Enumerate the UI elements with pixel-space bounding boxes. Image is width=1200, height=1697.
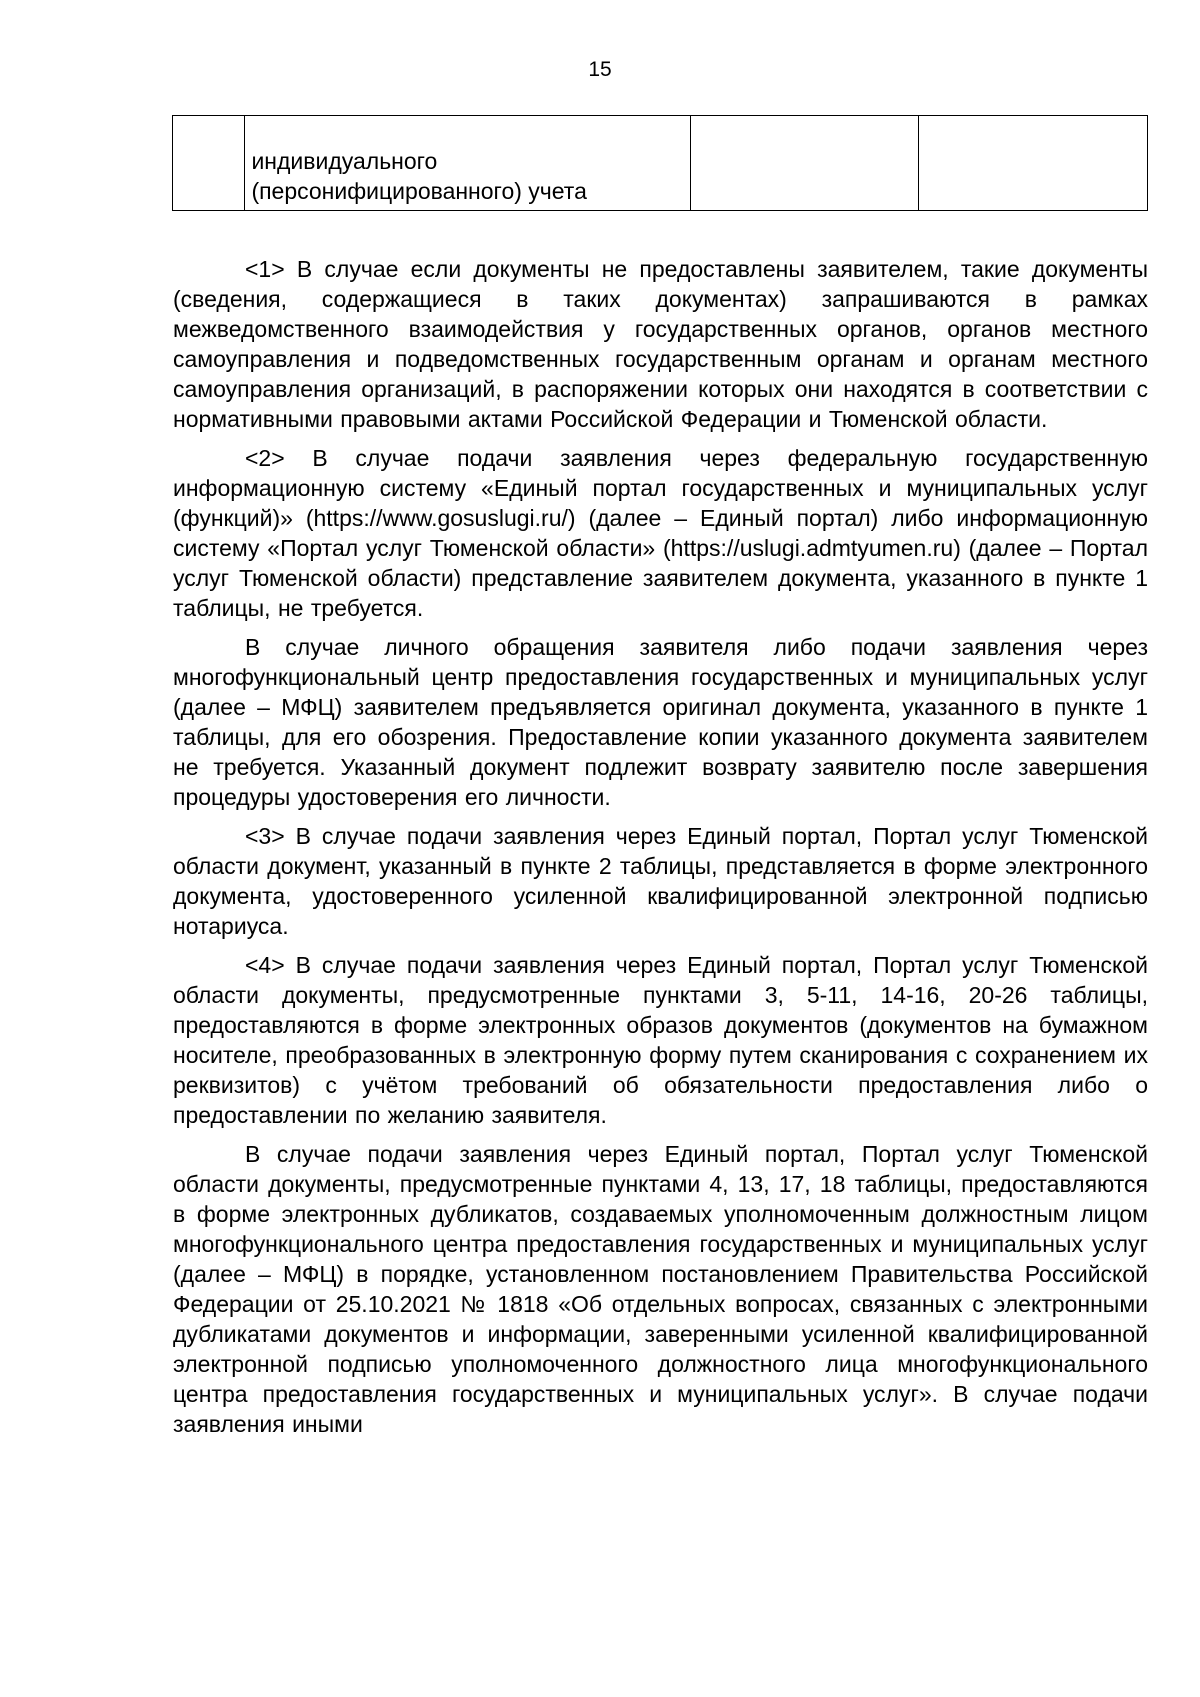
body-paragraph: В случае личного обращения заявителя либо подачи заявления через многофункциональный центр предоставления государственных и муниципальных услуг (далее – МФЦ) заявителем предъявляется оригинал документа, указанного в пункте 1 таблицы, для его обозрения. Предоставление копии указанного документа заявителем не требуется. Указанный документ подлежит возврату заявителю после завершения процедуры удостоверения его личности. (173, 634, 1148, 810)
table-cell-document (245, 116, 690, 211)
table-cell-text: индивидуального (251, 148, 438, 174)
table-cell (918, 116, 1147, 211)
continuation-table (172, 115, 1148, 211)
footnote-paragraph-2: <2> В случае подачи заявления через федеральную государственную информационную систему «Единый портал государственных и муниципальных услуг (функций)» (https://www.gosuslugi.ru/) (далее – Единый портал) либо информационную систему «Портал услуг Тюменской области» (https://uslugi.admtyumen.ru) (далее – Портал услуг Тюменской области) представление заявителем документа, указанного в пункте 1 таблицы, не требуется. (173, 445, 1148, 621)
body-paragraph: В случае подачи заявления через Единый портал, Портал услуг Тюменской области документы, предусмотренные пунктами 4, 13, 17, 18 таблицы, предоставляются в форме электронных дубликатов, создаваемых уполномоченным должностным лицом многофункционального центра предоставления государственных и муниципальных услуг (далее – МФЦ) в порядке, установленном постановлением Правительства Российской Федерации от 25.10.2021 № 1818 «Об отдельных вопросах, связанных с электронными дубликатами документов и информации, заверенными усиленной квалифицированной электронной подписью уполномоченного должностного лица многофункционального центра предоставления государственных и муниципальных услуг». В случае подачи заявления иными (173, 1141, 1148, 1437)
table-cell-text: (персонифицированного) учета (251, 178, 587, 204)
footnote-paragraph-4: <4> В случае подачи заявления через Единый портал, Портал услуг Тюменской области документы, предусмотренные пунктами 3, 5-11, 14-16, 20-26 таблицы, предоставляются в форме электронных образов документов (документов на бумажном носителе, преобразованных в электронную форму путем сканирования с сохранением их реквизитов) с учётом требований об обязательности предоставления либо о предоставлении по желанию заявителя. (173, 952, 1148, 1128)
table-cell (690, 116, 918, 211)
footnote-paragraph-1: <1> В случае если документы не предоставлены заявителем, такие документы (сведения, содержащиеся в таких документах) запрашиваются в рамках межведомственного взаимодействия у государственных органов, органов местного самоуправления и подведомственных государственным органам и органам местного самоуправления организаций, в распоряжении которых они находятся в соответствии с нормативными правовыми актами Российской Федерации и Тюменской области. (173, 256, 1148, 432)
footnote-paragraph-3: <3> В случае подачи заявления через Единый портал, Портал услуг Тюменской области документ, указанный в пункте 2 таблицы, представляется в форме электронного документа, удостоверенного усиленной квалифицированной электронной подписью нотариуса. (173, 823, 1148, 939)
table-cell-number (173, 116, 245, 211)
page-number: 15 (588, 58, 612, 81)
document-body (173, 254, 1148, 1448)
table-row (173, 116, 1148, 211)
